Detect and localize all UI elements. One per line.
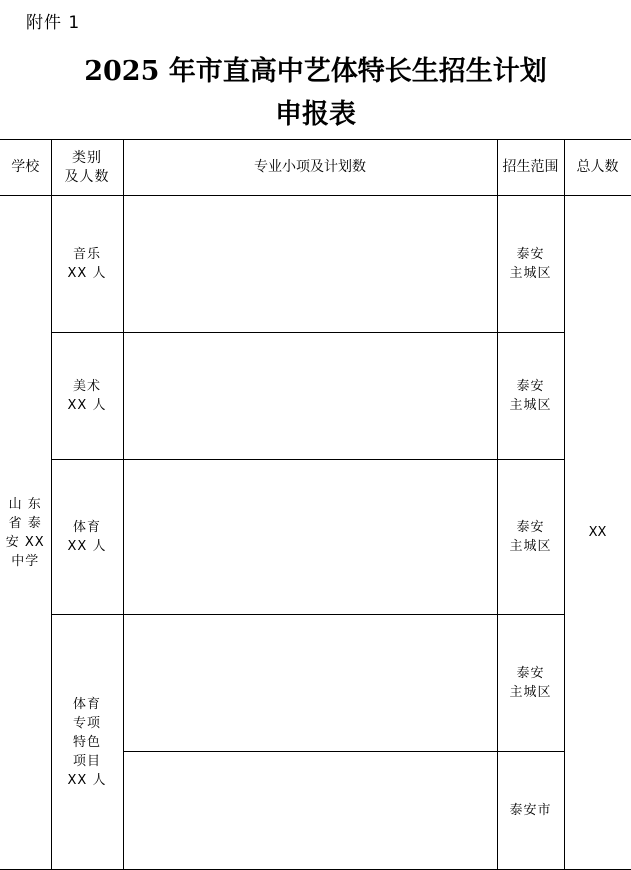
table-row	[0, 333, 631, 460]
header-total: 总人数	[564, 140, 631, 196]
header-plan: 专业小项及计划数	[123, 140, 497, 196]
scope-cell: 泰安 主城区	[497, 615, 564, 752]
header-row	[0, 140, 631, 196]
category-cell: 音乐 XX 人	[51, 196, 123, 333]
table-row	[0, 460, 631, 615]
scope-cell: 泰安 主城区	[497, 460, 564, 615]
header-scope: 招生范围	[497, 140, 564, 196]
plan-cell[interactable]	[123, 333, 497, 460]
total-count-cell: XX	[564, 196, 631, 870]
category-cell: 体育 XX 人	[51, 460, 123, 615]
school-name-cell: 山 东 省 泰 安 XX 中学	[0, 196, 51, 870]
scope-cell: 泰安市	[497, 752, 564, 870]
plan-cell[interactable]	[123, 460, 497, 615]
plan-cell[interactable]	[123, 196, 497, 333]
form-title-line-2: 申报表	[275, 99, 356, 130]
scope-cell: 泰安 主城区	[497, 333, 564, 460]
plan-cell[interactable]	[123, 615, 497, 752]
header-school: 学校	[0, 140, 51, 196]
table-row	[0, 196, 631, 333]
form-title-line-1: 2025 年市直高中艺体特长生招生计划	[84, 56, 547, 87]
category-cell: 体育 专项 特色 项目 XX 人	[51, 615, 123, 870]
category-cell: 美术 XX 人	[51, 333, 123, 460]
scope-cell: 泰安 主城区	[497, 196, 564, 333]
table-row	[0, 615, 631, 752]
application-table	[0, 139, 631, 870]
plan-cell[interactable]	[123, 752, 497, 870]
attachment-label: 附件 1	[26, 13, 81, 33]
header-category: 类别 及人数	[51, 140, 123, 196]
